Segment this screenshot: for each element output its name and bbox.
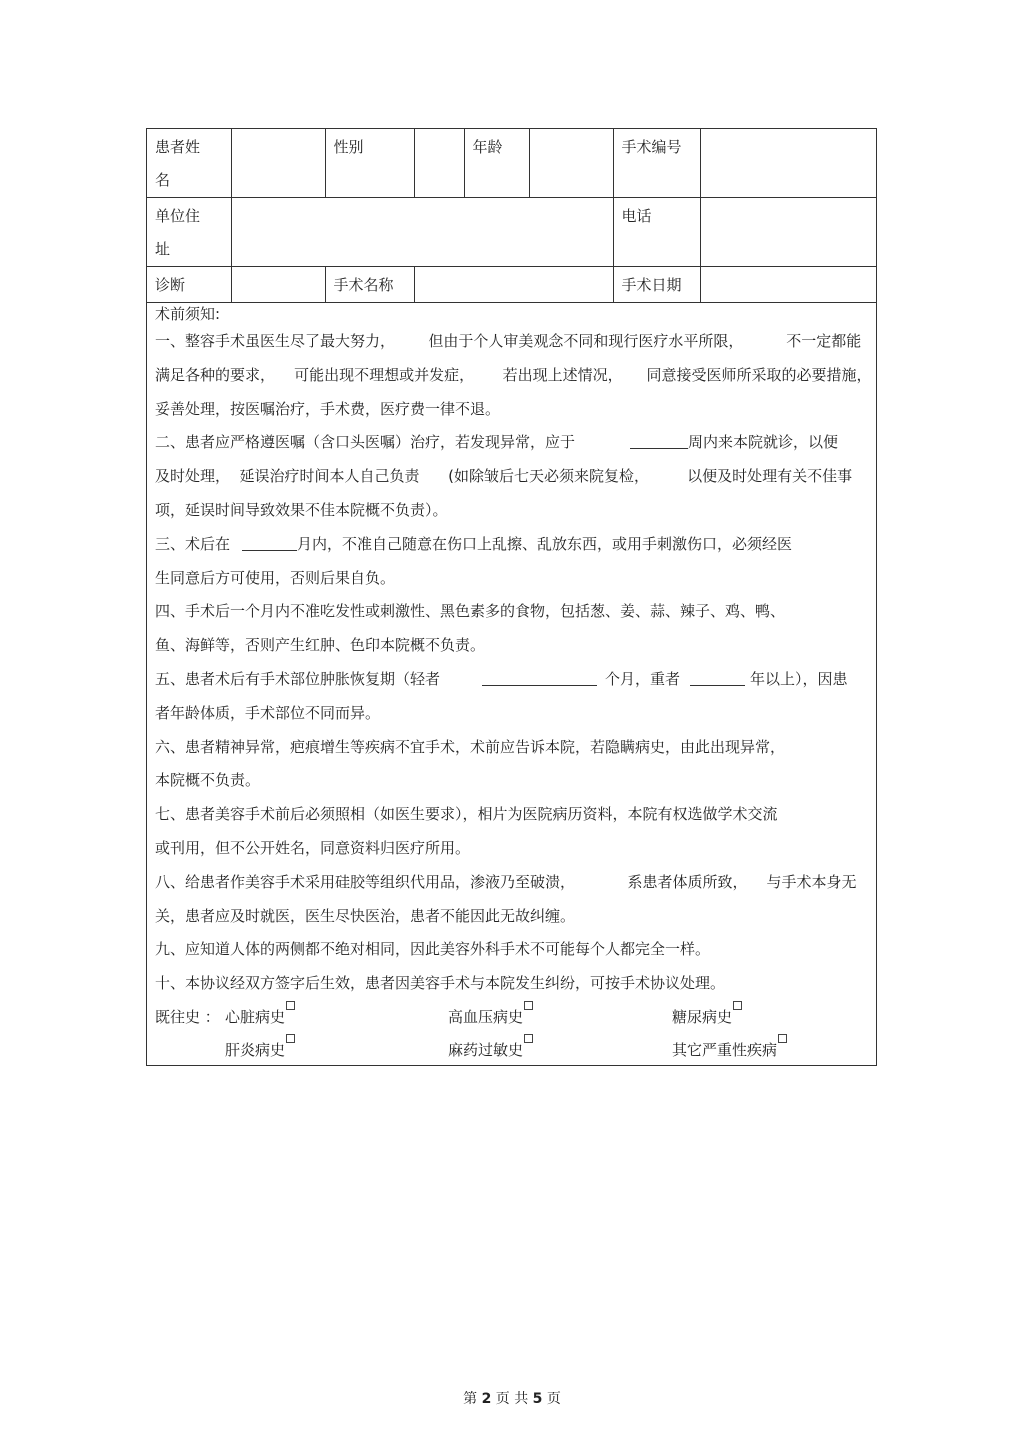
checkbox-icon[interactable] (286, 1001, 295, 1010)
patient-name-field[interactable] (231, 129, 325, 198)
address-field[interactable] (231, 198, 613, 267)
surgery-no-label: 手术编号 (613, 129, 700, 198)
note-line: 四、手术后一个月内不准吃发性或刺激性、黑色素多的食物，包括葱、姜、蒜、辣子、鸡、鸭、 (155, 602, 786, 621)
surgery-name-field[interactable] (414, 267, 613, 303)
checkbox-icon[interactable] (524, 1001, 533, 1010)
note-line (155, 528, 868, 562)
note-line: 十、本协议经双方签字后生效，患者因美容手术与本院发生纠纷，可按手术协议处理。 (155, 974, 726, 993)
current-page: 2 (481, 1391, 492, 1407)
note-line (155, 663, 868, 697)
page-footer: 第 2 页 共 5 页 (463, 1391, 561, 1407)
checkbox-icon[interactable] (778, 1034, 787, 1043)
note-text: 二、患者应严格遵医嘱（含口头医嘱）治疗，若发现异常，应于 (155, 433, 576, 452)
phone-label: 电话 (613, 198, 700, 267)
gender-field[interactable] (414, 129, 464, 198)
note-line: 及时处理， 延误治疗时间本人自己负责 (如除皱后七天必须来院复检， 以便及时处理有关不佳事 (155, 467, 853, 486)
note-text: 月内，不准自己随意在伤口上乱擦、乱放东西，或用手刺激伤口，必须经医 (297, 534, 793, 553)
note-line: 关，患者应及时就医，医生尽快医治，患者不能因此无故纠缠。 (155, 906, 576, 925)
note-line: 七、患者美容手术前后必须照相（如医生要求），相片为医院病历资料，本院有权选做学术交流 (155, 805, 778, 824)
note-line: 满足各种的要求， 可能出现不理想或并发症， 若出现上述情况， 同意接受医师所采取的必要措施， (155, 365, 872, 384)
severe-years-blank[interactable] (690, 669, 745, 686)
patient-info-table (147, 129, 876, 303)
note-text: 个月，重者 (605, 669, 681, 688)
note-line: 本院概不负责。 (155, 771, 261, 790)
preop-notes (147, 303, 876, 1071)
note-line: 八、给患者作美容手术采用硅胶等组织代用品，渗液乃至破溃， 系患者体质所致， 与手术本身无 (155, 872, 857, 891)
history-item-diabetes[interactable]: 糖尿病史 (672, 1001, 732, 1034)
checkbox-icon[interactable] (733, 1001, 742, 1010)
diagnosis-label: 诊断 (147, 267, 231, 303)
age-label: 年龄 (464, 129, 529, 198)
medical-history (155, 1001, 868, 1071)
note-text: 年以上），因患 (750, 669, 848, 688)
surgery-date-label: 手术日期 (613, 267, 700, 303)
consent-form (146, 128, 877, 1066)
history-item-hypertension[interactable]: 高血压病史 (448, 1001, 523, 1034)
note-line: 鱼、海鲜等，否则产生红肿、色印本院概不负责。 (155, 636, 486, 655)
history-item-heart[interactable]: 心脏病史 (225, 1001, 285, 1034)
note-line: 或刊用，但不公开姓名，同意资料归医疗所用。 (155, 838, 471, 857)
note-line: 项，延误时间导致效果不佳本院概不负责）。 (155, 500, 448, 519)
weeks-blank[interactable] (630, 432, 688, 449)
surgery-date-field[interactable] (700, 267, 876, 303)
note-line: 生同意后方可使用，否则后果自负。 (155, 568, 396, 587)
age-field[interactable] (529, 129, 613, 198)
gender-label: 性别 (325, 129, 414, 198)
note-text: 五、患者术后有手术部位肿胀恢复期（轻者 (155, 669, 441, 688)
history-item-anesthesia-allergy[interactable]: 麻药过敏史 (448, 1034, 523, 1067)
notes-heading: 术前须知: (155, 305, 221, 323)
note-line: 妥善处理，按医嘱治疗，手术费，医疗费一律不退。 (155, 399, 501, 418)
address-label: 单位住 址 (147, 198, 231, 267)
history-item-hepatitis[interactable]: 肝炎病史 (225, 1034, 285, 1067)
history-label: 既往史 ： (155, 1007, 220, 1026)
note-line: 一、整容手术虽医生尽了最大努力， 但由于个人审美观念不同和现行医疗水平所限， 不一定都能 (155, 332, 862, 350)
note-text: 周内来本院就诊，以便 (688, 433, 839, 452)
surgery-no-field[interactable] (700, 129, 876, 198)
note-line: 六、患者精神异常，疤痕增生等疾病不宜手术，术前应告诉本院，若隐瞒病史，由此出现异常， (155, 737, 786, 756)
checkbox-icon[interactable] (524, 1034, 533, 1043)
note-text: 三、术后在 (155, 534, 231, 553)
total-pages: 5 (532, 1391, 543, 1407)
months-blank[interactable] (242, 534, 297, 551)
diagnosis-field[interactable] (231, 267, 325, 303)
phone-field[interactable] (700, 198, 876, 267)
note-line: 九、应知道人体的两侧都不绝对相同，因此美容外科手术不可能每个人都完全一样。 (155, 940, 711, 959)
note-line (155, 426, 868, 460)
mild-months-blank[interactable] (482, 669, 597, 686)
surgery-name-label: 手术名称 (325, 267, 414, 303)
history-item-other-serious[interactable]: 其它严重性疾病 (672, 1034, 777, 1067)
patient-name-label: 患者姓 名 (147, 129, 231, 198)
checkbox-icon[interactable] (286, 1034, 295, 1043)
note-line: 者年龄体质，手术部位不同而异。 (155, 703, 381, 722)
